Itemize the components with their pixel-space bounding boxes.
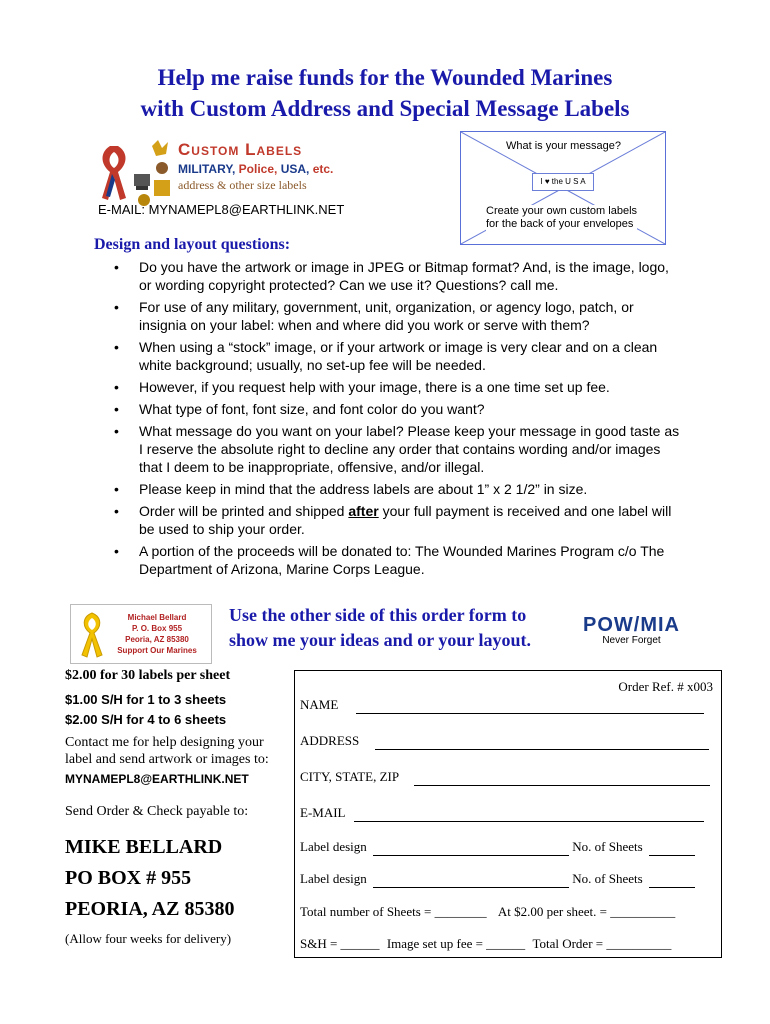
page-title xyxy=(0,62,770,124)
sheets-field-2[interactable] xyxy=(649,871,695,888)
contact-text: Contact me for help designing your label and send artwork or images to: xyxy=(65,735,269,767)
list-item: • When using a “stock” image, or if your artwork or image is very clear and on a clean white background; usually, no set-up fee will be needed. xyxy=(114,339,658,373)
envelope-love-label: I ♥ the U S A xyxy=(532,173,594,191)
list-item: • Please keep in mind that the address labels are about 1” x 2 1/2” in size. xyxy=(114,481,588,497)
city-row: CITY, STATE, ZIP xyxy=(300,769,710,786)
price-total[interactable]: At $2.00 per sheet. = __________ xyxy=(497,904,676,919)
ribbon-flag-icon xyxy=(96,138,176,208)
emphasis-after: after xyxy=(348,503,379,519)
name-row: NAME xyxy=(300,697,704,714)
title-line-2: with Custom Address and Special Message Labels xyxy=(140,96,630,121)
name-field[interactable] xyxy=(356,697,704,714)
envelope-caption-1: Create your own custom labels xyxy=(486,205,638,217)
label-design-row-1: Label design No. of Sheets xyxy=(300,839,695,856)
custom-labels-subtitle: address & other size labels xyxy=(178,178,307,192)
email-row: E-MAIL xyxy=(300,805,704,822)
design-questions-list xyxy=(112,258,682,582)
list-item: • A portion of the proceeds will be donated to: The Wounded Marines Program c/o The Department of Arizona, Marine Corps League. xyxy=(114,543,665,577)
list-item: • However, if you request help with your image, there is a one time set up fee. xyxy=(114,379,610,395)
total-sheets[interactable]: Total number of Sheets = ________ xyxy=(300,904,487,919)
city-state-zip-field[interactable] xyxy=(414,769,710,786)
order-form xyxy=(294,670,722,958)
use-other-side-note: Use the other side of this order form to show me your ideas and or your layout. xyxy=(229,605,532,650)
pow-mia-subtitle: Never Forget xyxy=(602,635,661,646)
order-ref: Order Ref. # x003 xyxy=(618,679,713,694)
list-item: • What type of font, font size, and font color do you want? xyxy=(114,401,485,417)
design-heading: Design and layout questions: xyxy=(94,236,291,253)
fees-row xyxy=(300,936,671,952)
totals-row xyxy=(300,904,675,920)
type-military: MILITARY, xyxy=(178,162,236,176)
label-design-row-2: Label design No. of Sheets xyxy=(300,871,695,888)
sample-label-text: Michael Bellard P. O. Box 955 Peoria, AZ 85380 Support Our Marines xyxy=(117,613,197,655)
address-field[interactable] xyxy=(375,733,709,750)
list-item: • Order will be printed and shipped after your full payment is received and one label will be used to ship your order. xyxy=(114,503,672,537)
price-per-sheet: $2.00 for 30 labels per sheet xyxy=(65,668,231,683)
envelope-caption xyxy=(486,205,637,231)
shipping-info: $1.00 S/H for 1 to 3 sheets $2.00 S/H for 4 to 6 sheets xyxy=(65,692,227,727)
type-usa: USA, xyxy=(277,162,310,176)
type-etc: etc. xyxy=(309,162,334,176)
list-item: • Do you have the artwork or image in JPEG or Bitmap format? And, is the image, logo, or wording copyright protected? Can we use it? Questions? call me. xyxy=(114,259,669,293)
custom-labels-types xyxy=(178,162,333,176)
pow-mia-logo xyxy=(583,614,680,646)
custom-labels-title: Custom Labels xyxy=(178,140,303,159)
sh-fee[interactable]: S&H = ______ xyxy=(300,936,380,951)
delivery-note: (Allow four weeks for delivery) xyxy=(65,931,232,946)
envelope-question: What is your message? xyxy=(506,140,621,152)
list-item: • What message do you want on your label? Please keep your message in good taste as I reserve the absolute right to decline any order that contains wording and/or images that I deem to be inappropriate, offensive, and/or illegal. xyxy=(114,423,680,475)
total-order[interactable]: Total Order = __________ xyxy=(532,936,672,951)
pow-mia-text: POW/MIA xyxy=(583,614,680,636)
list-item: • For use of any military, government, unit, organization, or agency logo, patch, or insignia on your label: when and where did you work or serve with them? xyxy=(114,299,634,333)
setup-fee[interactable]: Image set up fee = ______ xyxy=(386,936,526,951)
envelope-caption-2: for the back of your envelopes xyxy=(486,218,634,230)
title-line-1: Help me raise funds for the Wounded Marines xyxy=(157,65,613,90)
contact-email: MYNAMEPL8@EARTHLINK.NET xyxy=(65,772,249,786)
yellow-ribbon-icon xyxy=(77,609,107,659)
send-order-text: Send Order & Check payable to: xyxy=(65,804,249,819)
pricing-info xyxy=(65,668,290,947)
sheets-field-1[interactable] xyxy=(649,839,695,856)
label-design-field-1[interactable] xyxy=(373,839,569,856)
type-police: Police, xyxy=(235,162,278,176)
address-row: ADDRESS xyxy=(300,733,709,750)
email-field[interactable] xyxy=(354,805,704,822)
label-design-field-2[interactable] xyxy=(373,871,569,888)
mailing-address: MIKE BELLARD PO BOX # 955 PEORIA, AZ 85380 xyxy=(65,836,235,920)
top-email: E-MAIL: MYNAMEPL8@EARTHLINK.NET xyxy=(98,202,345,217)
